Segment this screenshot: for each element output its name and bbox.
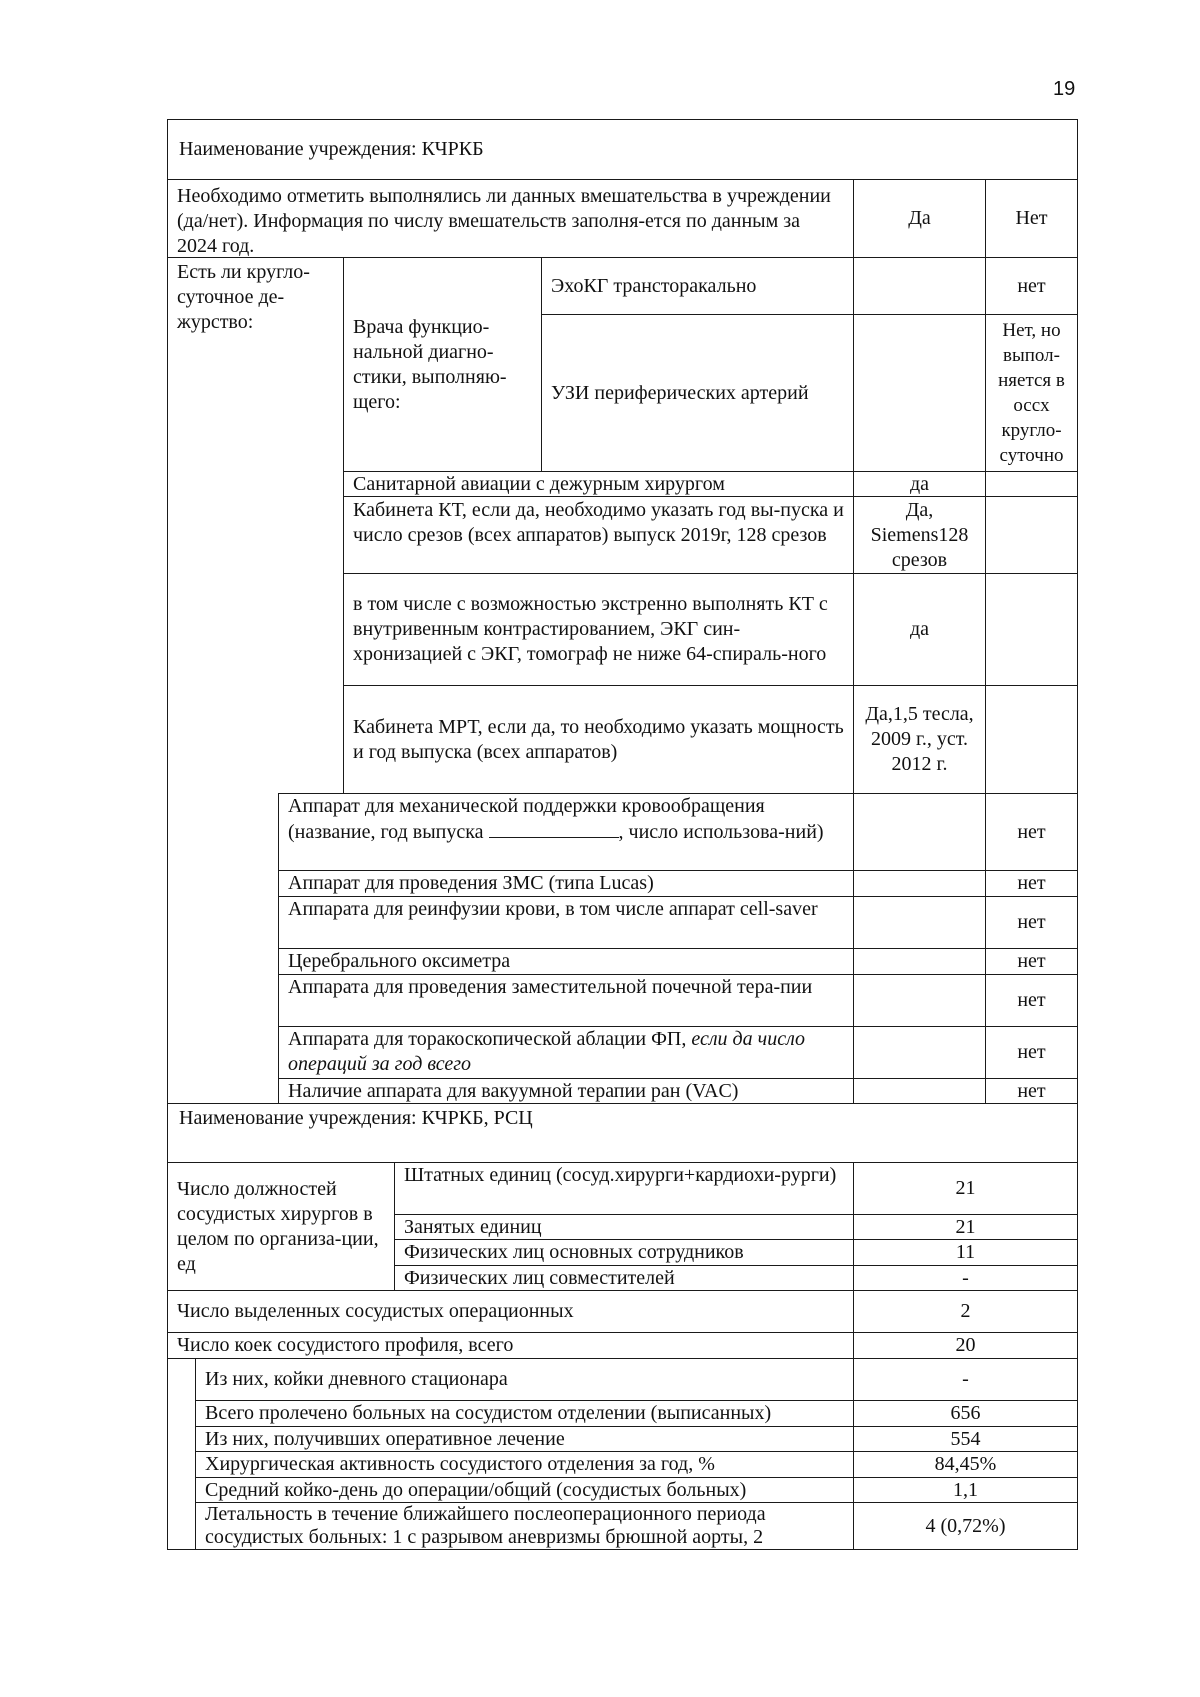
- mech-support-no: нет: [985, 793, 1078, 871]
- institution-name-1: Наименование учреждения: КЧРКБ: [179, 138, 484, 160]
- oximeter-label: Церебрального оксиметра: [278, 948, 854, 975]
- part-time-value: -: [853, 1265, 1078, 1291]
- main-staff-value: 11: [853, 1239, 1078, 1266]
- part-time-label: Физических лиц совместителей: [394, 1265, 854, 1291]
- occupied-value: 21: [853, 1214, 1078, 1240]
- beds-label: Число коек сосудистого профиля, всего: [167, 1332, 854, 1359]
- oximeter-no: нет: [985, 948, 1078, 975]
- reinfusion-no: нет: [985, 896, 1078, 949]
- ablation-yes: [853, 1026, 986, 1079]
- beds-value: 20: [853, 1332, 1078, 1359]
- positions-label-cell: Число должностей сосудистых хирургов в целом по организа-ции, ед: [167, 1162, 395, 1291]
- occupied-label: Занятых единиц: [394, 1214, 854, 1240]
- renal-yes: [853, 974, 986, 1027]
- instruction-cell: Необходимо отметить выполнялись ли данных вмешательства в учреждении (да/нет). Информация по числу вмешательств заполня-ется по данным за 2024 год.: [167, 179, 854, 258]
- echo-yes: [853, 257, 986, 315]
- echo-no: нет: [985, 257, 1078, 315]
- mortality-label: Летальность в течение ближайшего послеоперационного периода сосудистых больных: 1 с разрывом аневризмы брюшной аорты, 2: [195, 1502, 854, 1550]
- staff-units-value: 21: [853, 1162, 1078, 1215]
- reinfusion-yes: [853, 896, 986, 949]
- nested-left-margin: [167, 1358, 196, 1550]
- aviation-yes: да: [853, 471, 986, 497]
- mri-yes: Да,1,5 тесла, 2009 г., уст. 2012 г.: [853, 685, 986, 794]
- institution-name-2: Наименование учреждения: КЧРКБ, РСЦ: [179, 1107, 533, 1129]
- usi-no: Нет, но выпол-няется в осcх кругло-суточно: [985, 314, 1078, 472]
- vac-no: нет: [985, 1078, 1078, 1104]
- col-no-header: Нет: [985, 179, 1078, 258]
- institution-header-1: [167, 119, 1078, 180]
- treated-label: Всего пролечено больных на сосудистом отделении (выписанных): [195, 1400, 854, 1427]
- operated-value: 554: [853, 1426, 1078, 1452]
- zms-label: Аппарат для проведения ЗМС (типа Lucas): [278, 870, 854, 897]
- zms-no: нет: [985, 870, 1078, 897]
- blank-line: [489, 819, 619, 838]
- ct-no: [985, 496, 1078, 574]
- usi-label: УЗИ периферических артерий: [541, 314, 854, 472]
- doctor-label-cell: Врача функцио-нальной диагно-стики, выполняю-щего:: [343, 257, 542, 472]
- aviation-label: Санитарной авиации с дежурным хирургом: [343, 471, 854, 497]
- vac-label: Наличие аппарата для вакуумной терапии ран (VAC): [278, 1078, 854, 1104]
- operating-rooms-label: Число выделенных сосудистых операционных: [167, 1290, 854, 1333]
- vac-yes: [853, 1078, 986, 1104]
- main-staff-label: Физических лиц основных сотрудников: [394, 1239, 854, 1266]
- page-number: 19: [1053, 78, 1076, 100]
- mech-support-label: Аппарат для механической поддержки кровообращения (название, год выпуска , число использова-ний): [278, 793, 854, 871]
- ct-yes: Да, Siemens128 срезов: [853, 496, 986, 574]
- reinfusion-label: Аппарата для реинфузии крови, в том числе аппарат cell-saver: [278, 896, 854, 949]
- day-beds-label: Из них, койки дневного стационара: [195, 1358, 854, 1401]
- oximeter-yes: [853, 948, 986, 975]
- activity-label: Хирургическая активность сосудистого отделения за год, %: [195, 1451, 854, 1478]
- ct-label: Кабинета КТ, если да, необходимо указать год вы-пуска и число срезов (всех аппаратов) выпуск 2019г, 128 срезов: [343, 496, 854, 574]
- mri-label: Кабинета МРТ, если да, то необходимо указать мощность и год выпуска (всех аппаратов): [343, 685, 854, 794]
- operated-label: Из них, получивших оперативное лечение: [195, 1426, 854, 1452]
- renal-no: нет: [985, 974, 1078, 1027]
- bed-day-label: Средний койко-день до операции/общий (сосудистых больных): [195, 1477, 854, 1503]
- day-beds-value: -: [853, 1358, 1078, 1401]
- equipment-left-margin: [167, 793, 279, 1104]
- usi-yes: [853, 314, 986, 472]
- echo-label: ЭхоКГ трансторакально: [541, 257, 854, 315]
- staff-units-label: Штатных единиц (сосуд.хирурги+кардиохи-рурги): [394, 1162, 854, 1215]
- ct-contrast-label: в том числе с возможностью экстренно выполнять КТ с внутривенным контрастированием, ЭКГ син-хронизацией с ЭКГ, томограф не ниже 64-спираль-ного: [343, 573, 854, 686]
- zms-yes: [853, 870, 986, 897]
- mortality-value: 4 (0,72%): [853, 1502, 1078, 1550]
- renal-label: Аппарата для проведения заместительной почечной тера-пии: [278, 974, 854, 1027]
- aviation-no: [985, 471, 1078, 497]
- institution-header-2: [167, 1103, 1078, 1163]
- ct-contrast-no: [985, 573, 1078, 686]
- col-yes-header: Да: [853, 179, 986, 258]
- mech-support-yes: [853, 793, 986, 871]
- activity-value: 84,45%: [853, 1451, 1078, 1478]
- ablation-no: нет: [985, 1026, 1078, 1079]
- duty-label-cell: Есть ли кругло-суточное де-журство:: [167, 257, 344, 794]
- ablation-label: Аппарата для торакоскопической аблации ФП, если да число операций за год всего: [278, 1026, 854, 1079]
- treated-value: 656: [853, 1400, 1078, 1427]
- operating-rooms-value: 2: [853, 1290, 1078, 1333]
- bed-day-value: 1,1: [853, 1477, 1078, 1503]
- ct-contrast-yes: да: [853, 573, 986, 686]
- mri-no: [985, 685, 1078, 794]
